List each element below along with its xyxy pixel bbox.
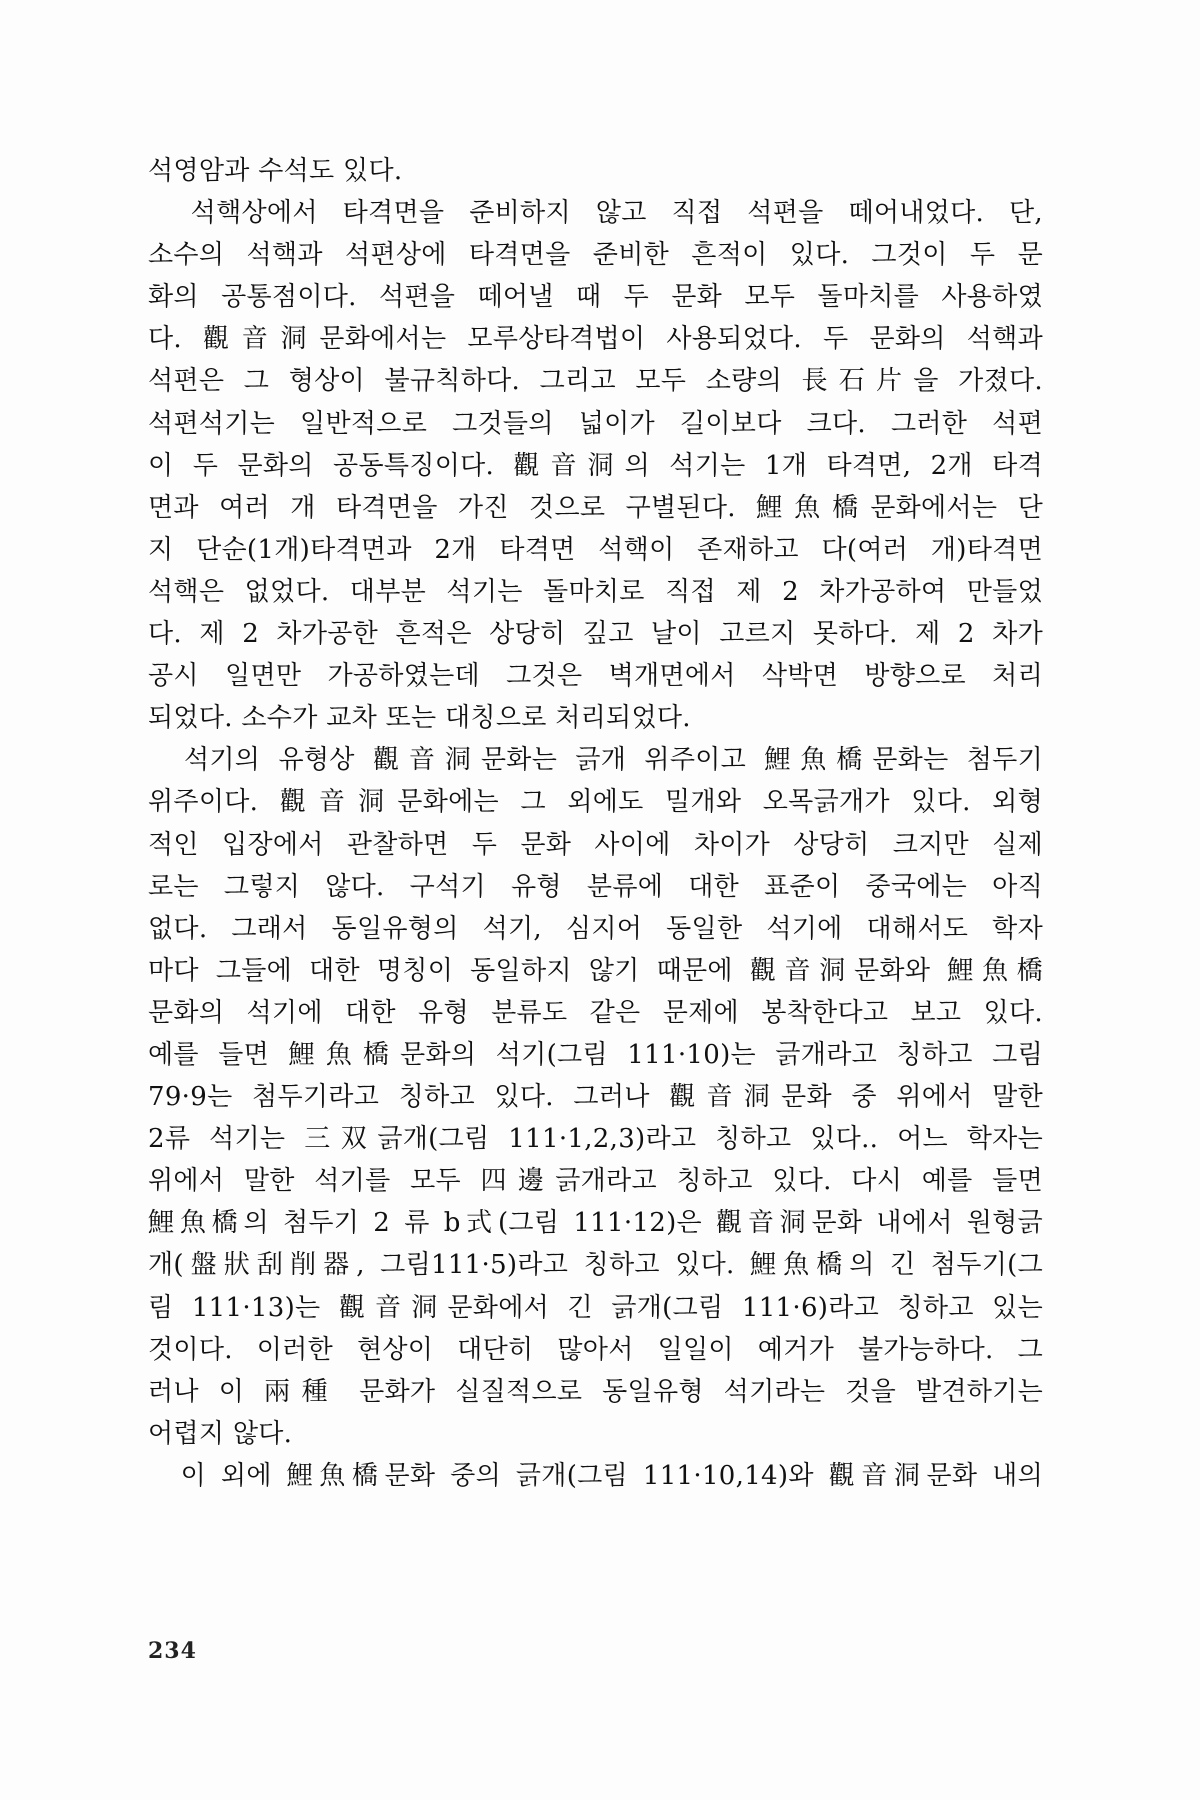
text-line: 러나 이 兩種 문화가 실질적으로 동일유형 석기라는 것을 발견하기는 [148, 1376, 1043, 1407]
text-line: 소수의 석핵과 석편상에 타격면을 준비한 흔적이 있다. 그것이 두 문 [148, 240, 1043, 271]
text-line: 2류 석기는 三双긁개(그림 111·1,2,3)라고 칭하고 있다.. 어느 학자는 [148, 1124, 1043, 1155]
text-line: 이 외에 鯉魚橋문화 중의 긁개(그림 111·10,14)와 觀音洞문화 내의 [148, 1460, 1043, 1491]
body-text [148, 150, 1043, 1497]
text-line: 림 111·13)는 觀音洞문화에서 긴 긁개(그림 111·6)라고 칭하고 있는 [148, 1292, 1043, 1323]
text-line: 어렵지 않다. [148, 1418, 293, 1449]
text-line: 문화의 석기에 대한 유형 분류도 같은 문제에 봉착한다고 보고 있다. [148, 997, 1043, 1028]
text-line: 석핵은 없었다. 대부분 석기는 돌마치로 직접 제 2 차가공하여 만들었 [148, 576, 1043, 607]
text-line: 鯉魚橋의 첨두기 2 류 b式(그림 111·12)은 觀音洞문화 내에서 원형긁 [148, 1208, 1043, 1239]
page-number: 234 [148, 1638, 197, 1664]
text-line: 석기의 유형상 觀音洞문화는 긁개 위주이고 鯉魚橋문화는 첨두기 [148, 745, 1043, 776]
text-line: 석편은 그 형상이 불규칙하다. 그리고 모두 소량의 長石片을 가졌다. [148, 366, 1043, 397]
text-line: 석영암과 수석도 있다. [148, 156, 403, 186]
text-line: 화의 공통점이다. 석편을 떼어낼 때 두 문화 모두 돌마치를 사용하였 [148, 282, 1043, 313]
text-line: 이 두 문화의 공동특징이다. 觀音洞의 석기는 1개 타격면, 2개 타격 [148, 450, 1043, 481]
text-line: 다. 제 2 차가공한 흔적은 상당히 깊고 날이 고르지 못하다. 제 2 차가 [148, 619, 1043, 650]
text-line: 위에서 말한 석기를 모두 四邊긁개라고 칭하고 있다. 다시 예를 들면 [148, 1166, 1043, 1197]
text-line: 없다. 그래서 동일유형의 석기, 심지어 동일한 석기에 대해서도 학자 [148, 913, 1043, 944]
text-line: 석핵상에서 타격면을 준비하지 않고 직접 석편을 떼어내었다. 단, [148, 198, 1043, 229]
text-line: 공시 일면만 가공하였는데 그것은 벽개면에서 삭박면 방향으로 처리 [148, 661, 1043, 692]
text-line: 지 단순(1개)타격면과 2개 타격면 석핵이 존재하고 다(여러 개)타격면 [148, 534, 1043, 565]
text-line: 다. 觀音洞문화에서는 모루상타격법이 사용되었다. 두 문화의 석핵과 [148, 324, 1043, 355]
text-line: 로는 그렇지 않다. 구석기 유형 분류에 대한 표준이 중국에는 아직 [148, 871, 1043, 902]
text-line: 개(盤狀刮削器, 그림111·5)라고 칭하고 있다. 鯉魚橋의 긴 첨두기(그 [148, 1250, 1043, 1281]
text-line: 79·9는 첨두기라고 칭하고 있다. 그러나 觀音洞문화 중 위에서 말한 [148, 1082, 1043, 1113]
text-line: 위주이다. 觀音洞문화에는 그 외에도 밀개와 오목긁개가 있다. 외형 [148, 787, 1043, 818]
text-line: 면과 여러 개 타격면을 가진 것으로 구별된다. 鯉魚橋문화에서는 단 [148, 492, 1043, 523]
text-line: 석편석기는 일반적으로 그것들의 넓이가 길이보다 크다. 그러한 석편 [148, 408, 1043, 439]
text-line: 예를 들면 鯉魚橋문화의 석기(그림 111·10)는 긁개라고 칭하고 그림 [148, 1039, 1043, 1070]
text-line: 것이다. 이러한 현상이 대단히 많아서 일일이 예거가 불가능하다. 그 [148, 1334, 1043, 1365]
text-line: 마다 그들에 대한 명칭이 동일하지 않기 때문에 觀音洞문화와 鯉魚橋 [148, 955, 1043, 986]
text-line: 적인 입장에서 관찰하면 두 문화 사이에 차이가 상당히 크지만 실제 [148, 829, 1043, 860]
text-line: 되었다. 소수가 교차 또는 대칭으로 처리되었다. [148, 703, 691, 734]
